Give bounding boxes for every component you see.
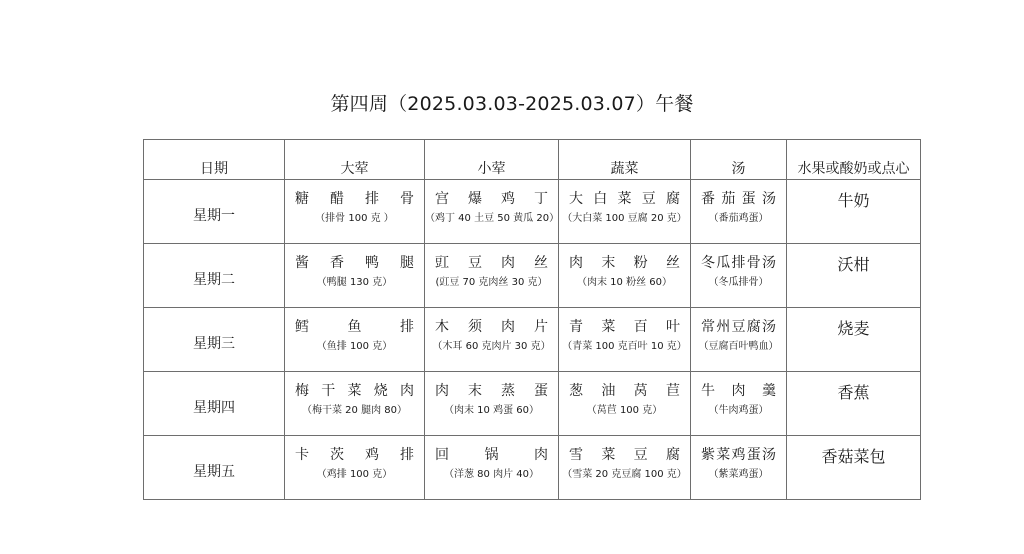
veg-dish-cell: [559, 180, 691, 244]
veg-dish-cell: [559, 244, 691, 308]
dish-detail: （青菜 100 克百叶 10 克）: [562, 340, 687, 352]
dessert-cell: 香菇菜包: [787, 436, 921, 500]
main-dish-cell: [285, 180, 425, 244]
dish-detail: （雪菜 20 克豆腐 100 克）: [562, 468, 687, 480]
dish-detail: （排骨 100 克 ）: [315, 212, 394, 224]
dessert-cell: 沃柑: [787, 244, 921, 308]
dish-name: 木须肉片: [435, 318, 548, 335]
dish-name: 冬瓜排骨汤: [701, 254, 776, 271]
dish-name: 番茄蛋汤: [701, 190, 776, 207]
dish-detail: (豇豆 70 克肉丝 30 克）: [435, 276, 548, 288]
dish-name: 紫菜鸡蛋汤: [701, 446, 776, 463]
dish-detail: （洋葱 80 肉片 40）: [444, 468, 539, 480]
dish-name: 牛肉羹: [701, 382, 776, 399]
day-cell: 星期一: [144, 180, 285, 244]
dish-name: 回锅肉: [435, 446, 548, 463]
table-row: [144, 436, 921, 500]
dish-name: 豇豆肉丝: [435, 254, 548, 271]
day-cell: 星期四: [144, 372, 285, 436]
main-dish-cell: [285, 372, 425, 436]
header-main-meat: 大荤: [285, 140, 425, 180]
veg-dish-cell: [559, 308, 691, 372]
dish-name: 青菜百叶: [569, 318, 680, 335]
dish-name: 肉末蒸蛋: [435, 382, 548, 399]
veg-dish-cell: [559, 372, 691, 436]
dessert-cell: 香蕉: [787, 372, 921, 436]
soup-dish-cell: [691, 180, 787, 244]
lunch-menu-table: [143, 139, 921, 500]
dish-name: 葱油莴苣: [569, 382, 680, 399]
header-side-meat: 小荤: [425, 140, 559, 180]
header-vegetable: 蔬菜: [559, 140, 691, 180]
side-dish-cell: [425, 180, 559, 244]
main-dish-cell: [285, 308, 425, 372]
soup-dish-cell: [691, 308, 787, 372]
dish-name: 大白菜豆腐: [569, 190, 680, 207]
dish-detail: （冬瓜排骨）: [708, 276, 769, 288]
table-row: [144, 180, 921, 244]
dessert-cell: 牛奶: [787, 180, 921, 244]
side-dish-cell: [425, 372, 559, 436]
dish-detail: （牛肉鸡蛋）: [708, 404, 769, 416]
day-cell: 星期二: [144, 244, 285, 308]
dish-name: 糖醋排骨: [295, 190, 414, 207]
dish-detail: （鸭腿 130 克）: [316, 276, 393, 288]
dish-detail: （木耳 60 克肉片 30 克）: [432, 340, 551, 352]
dish-detail: （莴苣 100 克）: [586, 404, 663, 416]
soup-dish-cell: [691, 244, 787, 308]
soup-dish-cell: [691, 436, 787, 500]
day-cell: 星期三: [144, 308, 285, 372]
dish-detail: （鱼排 100 克）: [316, 340, 393, 352]
page-title: 第四周（2025.03.03-2025.03.07）午餐: [330, 93, 694, 115]
veg-dish-cell: [559, 436, 691, 500]
dish-name: 梅干菜烧肉: [295, 382, 414, 399]
dish-name: 肉末粉丝: [569, 254, 680, 271]
side-dish-cell: [425, 308, 559, 372]
header-dessert: 水果或酸奶或点心: [787, 140, 921, 180]
dish-detail: （肉末 10 粉丝 60）: [577, 276, 672, 288]
dish-detail: （豆腐百叶鸭血）: [698, 340, 779, 352]
dish-detail: （鸡丁 40 土豆 50 黄瓜 20）: [425, 212, 560, 224]
dish-detail: （大白菜 100 豆腐 20 克）: [562, 212, 687, 224]
dish-name: 宫爆鸡丁: [435, 190, 548, 207]
dish-name: 雪菜豆腐: [569, 446, 680, 463]
dish-name: 鳕鱼排: [295, 318, 414, 335]
dish-name: 常州豆腐汤: [701, 318, 776, 335]
table-row: [144, 372, 921, 436]
main-dish-cell: [285, 244, 425, 308]
main-dish-cell: [285, 436, 425, 500]
side-dish-cell: [425, 436, 559, 500]
soup-dish-cell: [691, 372, 787, 436]
dish-detail: （番茄鸡蛋）: [708, 212, 769, 224]
dish-name: 卡茨鸡排: [295, 446, 414, 463]
dish-detail: （肉末 10 鸡蛋 60）: [444, 404, 539, 416]
day-cell: 星期五: [144, 436, 285, 500]
table-header-row: [144, 140, 921, 180]
table-row: [144, 308, 921, 372]
dish-detail: （紫菜鸡蛋）: [708, 468, 769, 480]
side-dish-cell: [425, 244, 559, 308]
table-row: [144, 244, 921, 308]
dish-detail: （鸡排 100 克）: [316, 468, 393, 480]
dish-detail: （梅干菜 20 腿肉 80）: [302, 404, 407, 416]
header-date: 日期: [144, 140, 285, 180]
header-soup: 汤: [691, 140, 787, 180]
dish-name: 酱香鸭腿: [295, 254, 414, 271]
dessert-cell: 烧麦: [787, 308, 921, 372]
